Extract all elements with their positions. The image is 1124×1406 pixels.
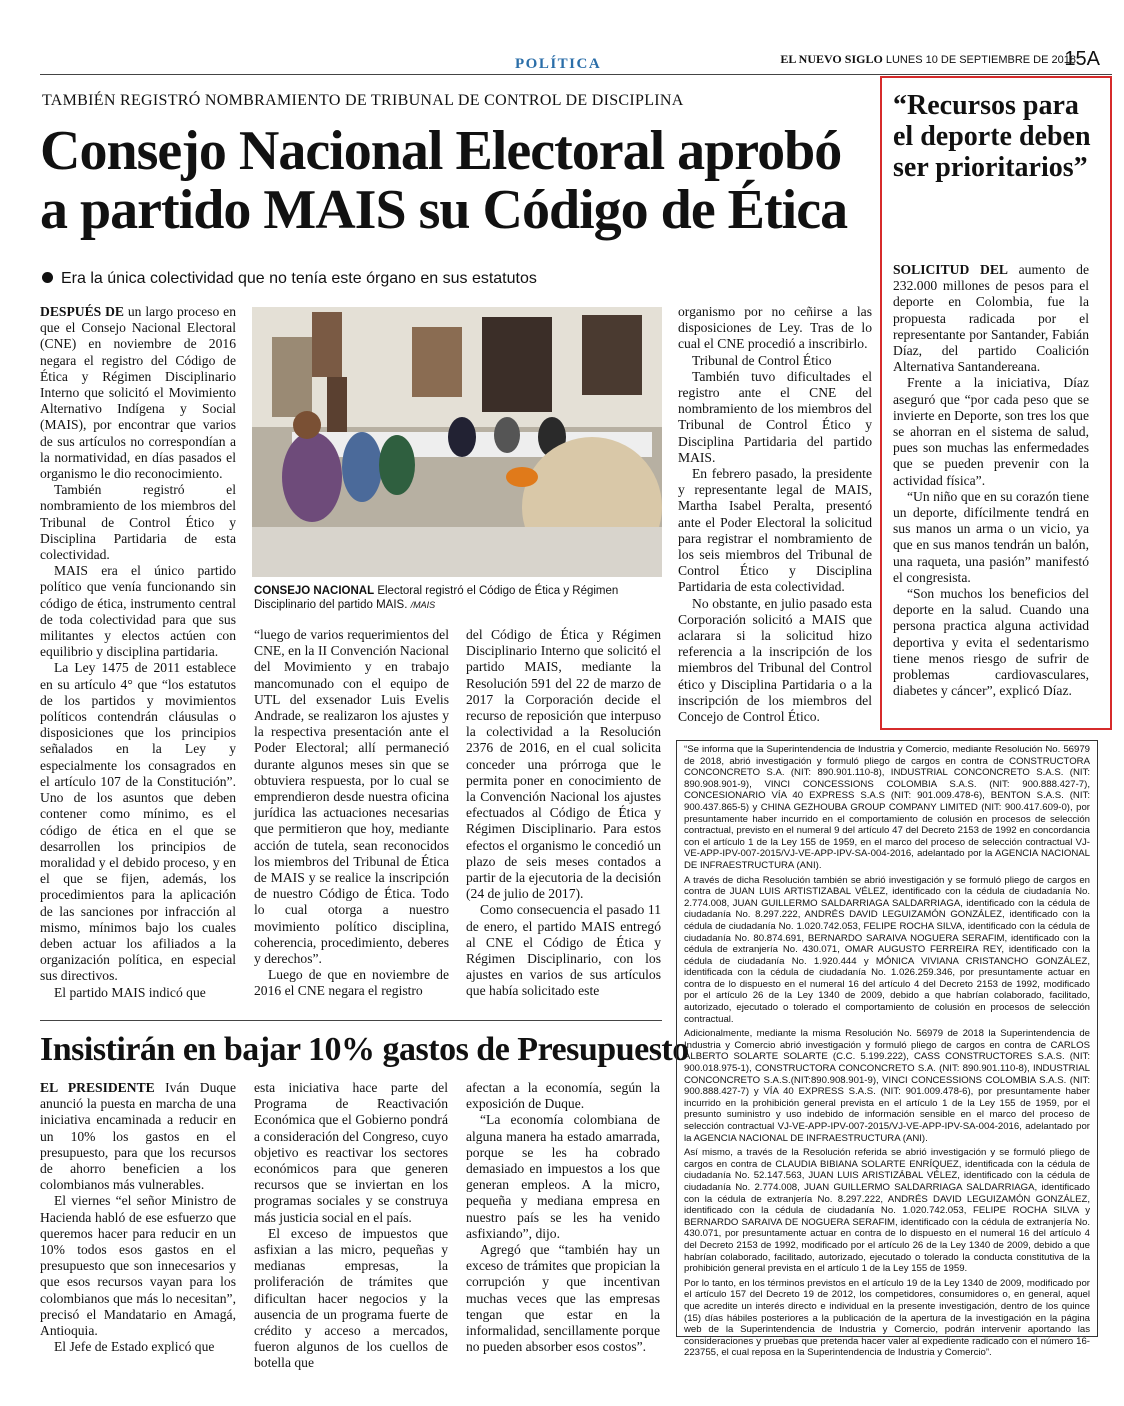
paragraph: “Un niño que en su corazón tiene un deporte, difícilmente tendrá en sus manos un arma o un vicio, ya que en sus manos tendrán un balón, una raqueta, una pasión” manifestó el congresista.: [893, 488, 1089, 585]
page-number: 15A: [1064, 48, 1100, 70]
notice-paragraph: Adicionalmente, mediante la misma Resolución No. 56979 de 2018 la Superintendencia de Industria y Comercio abrió investigación y formuló pliego de cargos en contra de CARLOS ALBERTO SOLARTE SOLARTE (C.C. 5.199.222), CASS CONSTRUCTORES S.A.S. (NIT: 900.018.975-1), CONSTRUCTORA CONCONCRETO S.A. (NIT: 890.901.110-8), INDUSTRIAL CONCONCRETO S.A.S.(NIT:890.908.901-9), VINCI CONCESSIONS COLOMBIA S.A.S. (NIT: 900.888.427-7) y VÍA 40 EXPRESS S.A.S. (NIT: 901.009.478-6), por presuntamente haber incurrido en la prohibición general prevista en el artículo 1 de la Ley 155 de 1959, por el presunto suministro y uso indebido de información sensible en el marco del proceso de selección contractual VJ-VE-APP-IPV-007-2015/VJ-VE-APP-IPV-SA-004-2016, adelantado por la AGENCIA NACIONAL DE INFRAESTRUCTURA (ANI).: [684, 1028, 1090, 1144]
sidebar-body: [893, 262, 1089, 699]
paragraph: El partido MAIS indicó que: [54, 984, 206, 1000]
paragraph: MAIS era el único partido político que venía funcionando sin código de ética, instrumento central de toda colectividad para que sus militantes y electos actúen con equilibrio y disciplina partidaria.: [40, 563, 236, 660]
paragraph: afectan a la economía, según la exposición de Duque.: [466, 1080, 660, 1112]
section-divider: [40, 1020, 662, 1021]
paragraph: También tuvo dificultades el registro ante el CNE del nombramiento de los miembros del Tribunal de Control Ético y Disciplina Partidaria del partido MAIS.: [678, 368, 872, 465]
second-headline: Insistirán en bajar 10% gastos de Presupuesto: [40, 1031, 689, 1068]
main-col-1: [40, 304, 236, 1001]
paragraph: “La economía colombiana de alguna manera ha estado amarrada, porque se les ha cobrado demasiado en impuestos a los que generan empleos. A la micro, pequeña y mediana empresa en nuestro país se les ha venido asfixiando”, dijo.: [466, 1112, 660, 1241]
legal-notice-text: [684, 744, 1090, 1362]
paragraph: En febrero pasado, la presidente y representante legal de MAIS, Martha Isabel Peralta, presentó ante el Poder Electoral la solicitud para registrar el nombramiento de los seis miembros del Tribunal de Control Ético y Disciplina Partidaria de esta colectividad.: [678, 466, 872, 595]
article-photo: [252, 307, 662, 577]
main-col-4: [678, 304, 872, 725]
header-rule: [40, 74, 1112, 75]
paragraph: del Código de Ética y Régimen Disciplinario Interno que solicitó el partido MAIS, mediante la Resolución 591 del 22 de marzo de 2017 la Corporación decide el recurso de reposición que interpuso la colectividad a la Resolución 2376 de 2016, en el cual solicita conceder una prórroga que le permita poner en conocimiento de la Convención Nacional los ajustes efectuados al Código de Ética y Régimen Disciplinario. Para estos efectos el organismo le concedió un plazo de seis meses contados a partir de la ejecutoria de la decisión (24 de julio de 2017).: [466, 627, 661, 902]
paragraph: No obstante, en julio pasado esta Corporación solicitó a MAIS que aclarara si la solicitud hizo referencia a la inscripción de los miembros del Tribunal del Control ético y Disciplina Partidaria o a la inscripción de los miembros del Concejo de Control Ético.: [678, 595, 872, 725]
second-col-2: [254, 1080, 448, 1372]
second-col-1: [40, 1080, 236, 1355]
paragraph: El viernes “el señor Ministro de Hacienda habló de ese esfuerzo que queremos hacer para reducir en un 10% todos esos gastos en el presupuesto que son innecesarios y que esos recursos vayan para los colombianos que más lo necesitan”, precisó el Mandatario en Amagá, Antioquia.: [40, 1193, 236, 1339]
subtitle: [42, 270, 537, 288]
paragraph: “luego de varios requerimientos del CNE, en la II Convención Nacional del Movimiento y en trabajo mancomunado con el equipo de UTL del exsenador Luis Evelis Andrade, se realizaron los ajustes y la respectiva presentación ante el Poder Electoral; allí permaneció durante algunos meses sin que se obtuviera respuesta, por lo cual se emprendieron desde nuestra oficina jurídica las actuaciones necesarias que permitieron que hoy, mediante acción de tutela, sean reconocidos los miembros del Tribunal de Ética de MAIS y se realice la inscripción de nuestro Código de Ética. Todo lo cual otorga a nuestro movimiento político disciplina, coherencia, procedimiento, deberes y derechos”.: [254, 627, 449, 967]
headline: Consejo Nacional Electoral aprobó a partido MAIS su Código de Ética: [40, 120, 848, 241]
paragraph: Como consecuencia el pasado 11 de enero, el partido MAIS entregó al CNE el Código de Ética y Régimen Disciplinario, con los ajustes en varios de sus artículos que había solicitado este: [466, 902, 661, 999]
paragraph: EL PRESIDENTE Iván Duque anunció la puesta en marcha de una iniciativa encaminada a reducir en un 10% los gastos en el presupuesto, para que los recursos de ahorro beneficien a los colombianos más vulnerables.: [40, 1080, 236, 1193]
paragraph: Frente a la iniciativa, Díaz aseguró que “por cada peso que se invierte en Deporte, son tres los que se ahorran en el sistema de salud, pues son muchas las enfermedades que se pueden prevenir con la actividad física”.: [893, 375, 1089, 488]
notice-paragraph: “Se informa que la Superintendencia de Industria y Comercio, mediante Resolución No. 56979 de 2018, abrió investigación y formuló pliego de cargos en contra de CONSTRUCTORA CONCONCRETO S.A. (NIT: 890.901.110-8), INDUSTRIAL CONCONCRETO S.A.S. (NIT: 890.908.901-9), VINCI CONCESSIONS COLOMBIA S.A.S. (NIT: 900.888.427-7), CONCESIONARIO VÍA 40 EXPRESS S.A.S (NIT: 901.009.478-6), BENTON S.A.S. (NIT: 900.437.865-5) y CHINA GEZHOUBA GROUP COMPANY LIMITED (NIT: 900.417.609-0), por presuntamente haber incurrido en el comportamiento de colusión en procesos de selección contractual, previsto en el numeral 9 del artículo 47 del Decreto 2153 de 1992 en concordancia con el artículo 1 de la Ley 155 de 1959, en el marco del proceso de selección contractual VJ-VE-APP-IPV-007-2015/VJ-VE-APP-IPV-SA-004-2016, adelantado por la AGENCIA NACIONAL DE INFRAESTRUCTURA (ANI).: [684, 744, 1090, 871]
paragraph: organismo por no ceñirse a las disposiciones de Ley. Tras de lo cual el CNE procedió a inscribirlo.: [678, 304, 872, 352]
section-label: POLÍTICA: [515, 56, 602, 72]
masthead-line: [780, 52, 1076, 67]
newspaper-name: EL NUEVO SIGLO: [780, 52, 883, 66]
subhead: Tribunal de Control Ético: [692, 352, 832, 368]
meeting-photo-illustration: [252, 307, 662, 577]
paragraph: “Son muchos los beneficios del deporte en la salud. Cuando una persona practica alguna actividad deportiva y evita el sedentarismo tiene menos riesgo de sufrir de problemas cardiovasculares, diabetes y cáncer”, explicó Díaz.: [893, 586, 1089, 699]
paragraph: También registró el nombramiento de los miembros del Tribunal de Control Ético y Disciplina Partidaria de esta colectividad.: [40, 482, 236, 563]
paragraph: El exceso de impuestos que asfixian a las micro, pequeñas y medianas empresas, la proliferación de trámites que dificultan hacer negocios y la ausencia de un programa fuerte de crédito y acceso a mercados, fueron algunos de los cuellos de botella que: [254, 1225, 448, 1371]
notice-paragraph: Por lo tanto, en los términos previstos en el artículo 19 de la Ley 1340 de 2009, modificado por el artículo 157 del Decreto 19 de 2012, los competidores, consumidores o, en general, aquel que acredite un interés directo e individual en la presente investigación, dentro de los quince (15) días hábiles posteriores a la publicación de la apertura de la investigación en la página web de la Superintendencia de Industria y Comercio, podrán intervenir aportando las consideraciones y pruebas que pretenda hacer valer al expediente radicado con el número 16-223755, el cual reposa en la Superintendencia de Industria y Comercio”.: [684, 1277, 1090, 1359]
paragraph: esta iniciativa hace parte del Programa de Reactivación Económica que el Gobierno pondrá a consideración del Congreso, cuyo objetivo es reactivar los sectores económicos para que generen recursos que se inviertan en los programas sociales y se construya más justicia social en el país.: [254, 1080, 448, 1225]
paragraph: La Ley 1475 de 2011 establece en su artículo 4° que “los estatutos de los partidos y movimientos políticos contendrán cláusulas o disposiciones que los principios señalados en la Ley y especialmente los consagrados en el artículo 107 de la Constitución”. Uno de los asuntos que deben contener como mínimo, es el código de ética en el que se desarrollen los principios de moralidad y el debido proceso, y en el que se fijen, además, los procedimientos para la aplicación de las sanciones por infracción al mismo, mínimos bajo los cuales deben actuar los afiliados a la organización política, en especial sus directivos.: [40, 660, 236, 984]
bullet-icon: [42, 272, 53, 283]
main-col-2: [254, 627, 449, 1000]
main-col-3: [466, 627, 661, 1000]
notice-paragraph: Así mismo, a través de la Resolución referida se abrió investigación y se formuló pliego de cargos en contra de CLAUDIA BIBIANA SOLARTE ENRÍQUEZ, identificada con la cédula de ciudadanía No. 52.147.563, JUAN LUIS ARISTIZÁBAL VÉLEZ, identificado con la cédula de ciudadanía No. 2.774.008, JUAN GUILLERMO SALDARRIAGA SALDARRIAGA, identificado con la cédula de extranjería No. 8.297.222, ANDRÉS DAVID LEGUIZAMÓN GONZÁLEZ, identificado con la cédula de ciudadanía No. 1.020.742.053, FELIPE ROCHA SILVA y BERNARDO SARAIVA DE NOGUERA SERAFIM, identificado con la cédula de extranjería No. 430.071, por presuntamente actuar en contra de lo dispuesto en el numeral 16 del artículo 4 del Decreto 2153 de 1992, modificado por el artículo 26 de la Ley 1340 de 2009, debido a que habrían colaborado, facilitado, autorizado, ejecutado o tolerado la conducta constitutiva de la prohibición general prevista en el artículo 1 de la Ley 155 de 1959.: [684, 1147, 1090, 1275]
paragraph: DESPUÉS DE un largo proceso en que el Consejo Nacional Electoral (CNE) en noviembre de 2016 negara el registro del Código de Ética y Régimen Disciplinario Interno que solicitó el Movimiento Alternativo Indígena y Social (MAIS), por encontrar que varios de sus artículos no correspondían a la normatividad, en días pasados el organismo le dio reconocimiento.: [40, 304, 236, 482]
subtitle-text: Era la única colectividad que no tenía este órgano en sus estatutos: [61, 270, 537, 287]
kicker: TAMBIÉN REGISTRÓ NOMBRAMIENTO DE TRIBUNAL DE CONTROL DE DISCIPLINA: [42, 92, 684, 109]
paragraph: Luego de que en noviembre de 2016 el CNE negara el registro: [254, 967, 449, 999]
notice-paragraph: A través de dicha Resolución también se abrió investigación y se formuló pliego de cargos en contra de JUAN LUIS ARTISTIZABAL VÉLEZ, identificado con la cédula de ciudadanía No. 2.774.008, JUAN GUILLERMO SALDARRIAGA SALDARRIAGA, identificado con la cédula de ciudadanía No. 8.297.222, ANDRÉS DAVID LEGUIZAMÓN GONZÁLEZ, identificado con la cédula de ciudadanía No. 1.020.742.053, FELIPE ROCHA SILVA, identificado con la cédula de ciudadanía No. 80.874.691, BERNARDO SARAIVA NOGUERA SERAFIM, identificado con la cédula de extranjería No. 430.071, OMAR AUGUSTO FERREIRA REY, identificado con la cédula de ciudadanía No. 1.920.444 y MÓNICA VIVIANA CRISTANCHO GONZÁLEZ, identificada con la cédula de ciudadanía No. 1.026.259.346, por presuntamente actuar en contra de lo dispuesto en el numeral 16 del artículo 4 del Decreto 2153 de 1992, modificado por el artículo 26 de la Ley 1340 de 2009, debido a que habrían colaborado, facilitado, autorizado, ejecutado o tolerado el comportamiento de colusión en procesos de selección contractual.: [684, 874, 1090, 1025]
sidebar-title: “Recursos para el deporte deben ser prioritarios”: [893, 90, 1091, 183]
issue-date: LUNES 10 DE SEPTIEMBRE DE 2018: [885, 54, 1076, 66]
paragraph: El Jefe de Estado explicó que: [54, 1339, 215, 1355]
photo-caption: CONSEJO NACIONAL Electoral registró el Código de Ética y Régimen Disciplinario del partido MAIS. /MAIS: [254, 585, 619, 611]
paragraph: Agregó que “también hay un exceso de trámites que propician la corrupción y que incentivan muchas veces que las empresas tengan que estar en la informalidad, sencillamente porque no pueden absorber esos costos”.: [466, 1242, 660, 1355]
second-col-3: [466, 1080, 660, 1355]
paragraph: SOLICITUD DEL aumento de 232.000 millones de pesos para el deporte en Colombia, fue la propuesta radicada por el representante por Santander, Fabián Díaz, del partido Coalición Alternativa Santandereana.: [893, 262, 1089, 375]
